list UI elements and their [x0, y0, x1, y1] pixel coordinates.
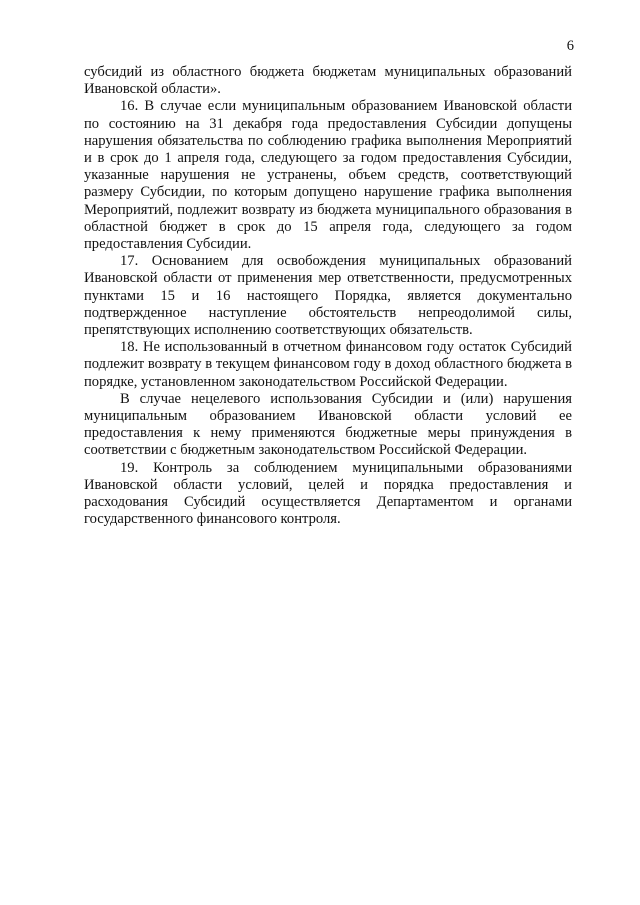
- paragraph-18-misuse: В случае нецелевого использования Субсидии и (или) нарушения муниципальным образованием Ивановской области условий ее предоставления к нему применяются бюджетные меры принуждения в соответствии с бюджетным законодательством Российской Федерации.: [84, 390, 572, 459]
- paragraph-16: 16. В случае если муниципальным образованием Ивановской области по состоянию на 31 декабря года предоставления Субсидии допущены нарушения обязательства по соблюдению графика выполнения Мероприятий и в срок до 1 апреля года, следующего за годом предоставления Субсидии, указанные нарушения не устранены, объем средств, соответствующий размеру Субсидии, по которым допущено нарушение графика выполнения Мероприятий, подлежит возврату из бюджета муниципального образования в областной бюджет в срок до 15 апреля года, следующего за годом предоставления Субсидии.: [84, 98, 572, 253]
- paragraph-18: 18. Не использованный в отчетном финансовом году остаток Субсидий подлежит возврату в текущем финансовом году в доход областного бюджета в порядке, установленном законодательством Российской Федерации.: [84, 339, 572, 390]
- document-body: [84, 64, 572, 528]
- paragraph-17: 17. Основанием для освобождения муниципальных образований Ивановской области от применения мер ответственности, предусмотренных пунктами 15 и 16 настоящего Порядка, является документально подтвержденное наступление обстоятельств непреодолимой силы, препятствующих исполнению соответствующих обязательств.: [84, 253, 572, 339]
- paragraph-continuation: субсидий из областного бюджета бюджетам муниципальных образований Ивановской области».: [84, 64, 572, 98]
- page-number: 6: [566, 38, 574, 54]
- paragraph-19: 19. Контроль за соблюдением муниципальными образованиями Ивановской области условий, целей и порядка предоставления и расходования Субсидий осуществляется Департаментом и органами государственного финансового контроля.: [84, 459, 572, 528]
